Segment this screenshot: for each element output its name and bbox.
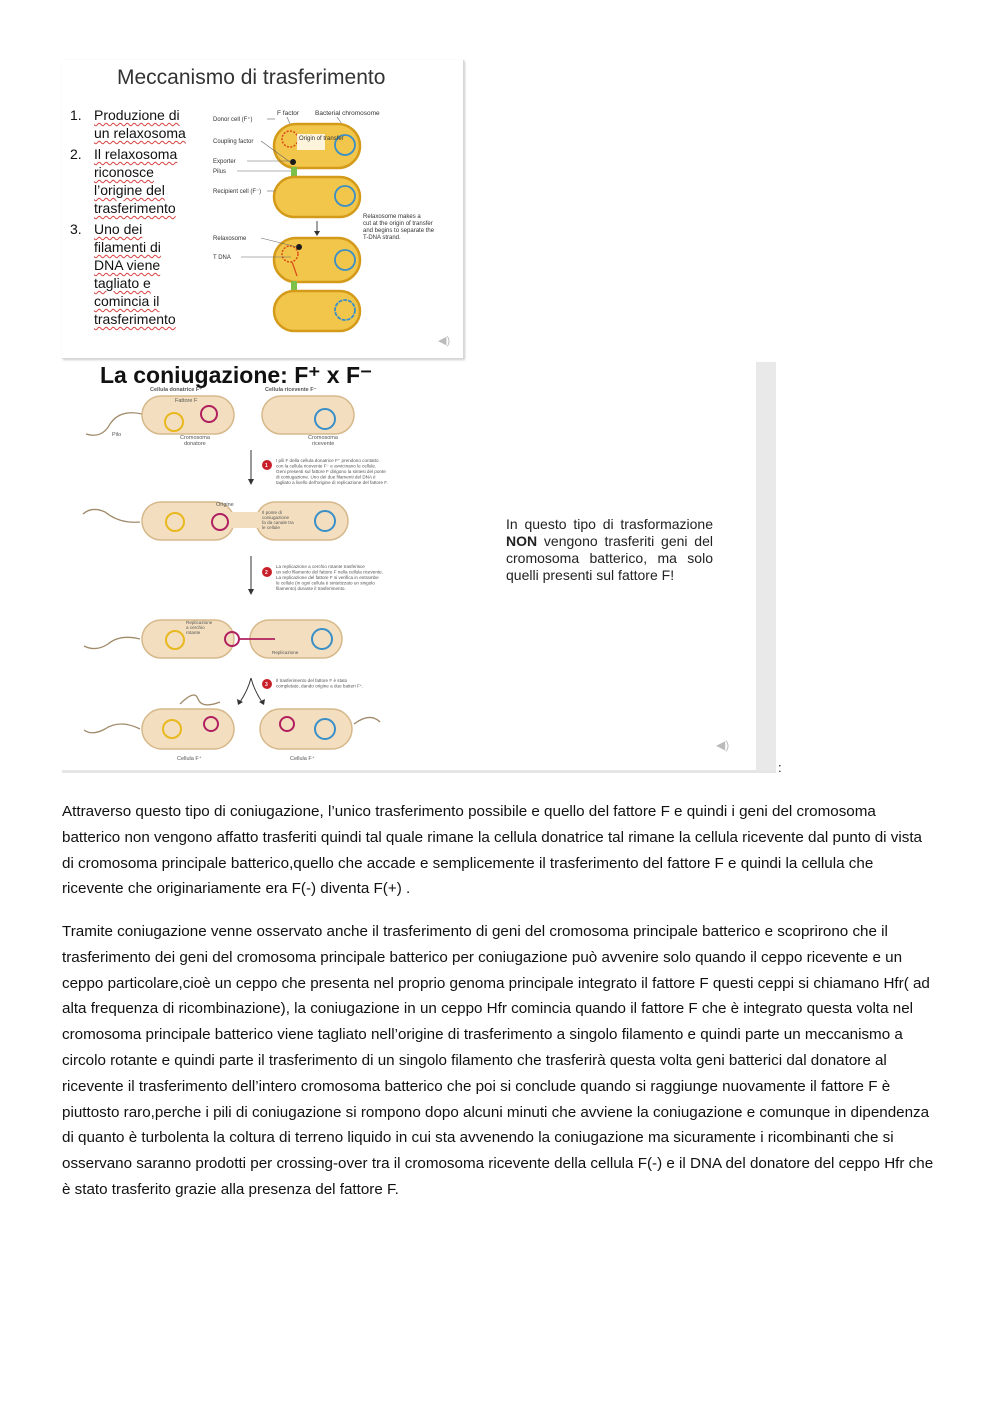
step-text: Il relaxosoma riconosce l’origine del trasferimento (94, 146, 178, 216)
label-tdna: T DNA (213, 255, 231, 261)
speaker-icon[interactable]: ◀) (438, 335, 451, 347)
step-3-text: Il trasferimento del fattore F è stato completato, dando origine a due batteri F⁺. (276, 678, 364, 689)
header-donor: Cellula donatrice F⁺ (150, 387, 203, 393)
slide2-title: La coniugazione: F⁺ x F⁻ (100, 362, 373, 388)
label-cellula-out1: Cellula F⁺ (177, 756, 202, 762)
recipient-cell (274, 291, 360, 331)
coupling-factor (290, 159, 296, 165)
label-origine: Origine (216, 502, 234, 508)
step-text: Produzione di un relaxosoma (94, 107, 186, 141)
svg-text:2: 2 (265, 570, 268, 576)
slide-meccanismo (62, 60, 464, 359)
step-number: 3. (70, 221, 82, 237)
paragraph-2: Tramite coniugazione venne osservato anche il trasferimento di geni del cromosoma principale batterico e scoprirono che il trasferimento dei geni del cromosoma principale batterico per coniugazione può avvenire solo quando il ceppo ricevente e un ceppo particolare,cioè un ceppo che presenta nel proprio genoma principale integrato il fattore F questi ceppi si chiamano Hfr( ad alta frequenza di ricombinazione), la coniugazione in un ceppo Hfr comincia quando il fattore F che è integrato questa volta nel cromosoma principale batterico viene tagliato nell’origine di trasferimento a singolo filamento e quindi parte un meccanismo a circolo rotante e quindi parte il trasferimento di un singolo filamento che trasferirà questa volta geni batterici dal donatore al ricevente il trasferimento dell’intero cromosoma batterico che poi si conclude quando si raggiunge nuovamente il fattore F è piuttosto raro,perche i pili di coniugazione si rompono dopo alcuni minuti che avviene la coniugazione e comunque in dipendenza di quanto è turbolenta la coltura di terreno liquido in cui sta avvenendo la coniugazione ma sicuramente i ricombinanti che si osservano saranno prodotti per crossing-over tra il cromosoma ricevente della cellula F(-) e il DNA del donatore del ceppo Hfr che è stato trasferito grazie alla presenza del fattore F. (62, 923, 934, 1198)
label-coupling: Coupling factor (213, 139, 254, 145)
conjugation-diagram (207, 104, 467, 354)
paragraph-1: Attraverso questo tipo di coniugazione, l’unico trasferimento possibile e quello del fattore F e quindi i geni del cromosoma batterico non vengono affatto trasferiti quindi tal quale rimane la cellula donatrice tal rimane la cellula ricevente dal punto di vista di cromosoma principale batterico,quello che accade e semplicemente il trasferimento del fattore F e quindi la cellula che ricevente che originariamente era F(-) diventa F(+) . (62, 803, 923, 898)
header-recipient: Cellula ricevente F⁻ (265, 387, 317, 393)
label-replicazione: Replicazione (272, 650, 299, 655)
slide-edge (756, 362, 776, 770)
label-ponte: Il ponte di coniugazione fa da canale tra le cellule (262, 510, 294, 530)
list-item (70, 106, 194, 142)
label-replicazione-cerchio: Replicazione a cerchio rotante (186, 620, 213, 635)
label-donor: Donor cell (F⁺) (213, 117, 253, 123)
label-pilo: Pilo (112, 432, 122, 438)
slide1-title: Meccanismo di trasferimento (117, 66, 386, 89)
label-pilus: Pilus (213, 169, 227, 175)
label-exporter: Exporter (213, 159, 236, 165)
stray-colon: : (778, 760, 782, 775)
svg-text:1: 1 (265, 463, 268, 469)
recipient-cell (274, 177, 360, 217)
steps-list (70, 106, 194, 331)
label-recipient: Recipient cell (F⁻) (213, 189, 262, 195)
origin-label: Origin of transfer (299, 136, 344, 142)
relaxosome-note: Relaxosome makes a cut at the origin of transfer and begins to separate the T-DNA strand. (363, 214, 435, 241)
label-crom-ricevente: Cromosoma ricevente (308, 435, 338, 447)
bacterial-chromosome-label: Bacterial chromosome (315, 110, 380, 117)
label-fattore: Fattore F (175, 398, 198, 404)
list-item (70, 220, 194, 328)
f-factor-label: F factor (277, 110, 300, 117)
list-item (70, 145, 194, 217)
step-number: 2. (70, 146, 82, 162)
speaker-icon[interactable]: ◀) (716, 738, 730, 752)
step-number: 1. (70, 107, 82, 123)
step-1-text: I pili F della cellula donatrice F⁺ prendono contatto con la cellula ricevente F⁻ e avvicinano le cellule. Geni presenti sul fattore F dirigono la sintesi del ponte di coniugazione. Uno dei due filamenti del DNA è tagliato a livello dell’origine di replicazione del fattore F. (276, 458, 388, 485)
conjugation-figure (80, 384, 500, 779)
step-2-text: La replicazione a cerchio rotante trasferisce un solo filamento del fattore F nella cellula ricevente. La replicazione del fattore F si verifica in entrambe le cellule (in ogni cellula è sintetizzato un singolo filamento) durante il trasferimento. (276, 564, 383, 591)
label-crom-donatore: Cromosoma donatore (180, 435, 210, 447)
slide-coniugazione (62, 362, 776, 773)
step-text: Uno dei filamenti di DNA viene tagliato e comincia il trasferimento (94, 221, 176, 327)
svg-text:3: 3 (265, 682, 268, 688)
label-relaxosome: Relaxosome (213, 236, 247, 242)
slide2-note: In questo tipo di trasformazione NON vengono trasferiti geni del cromosoma batterico, ma solo quelli presenti sul fattore F! (506, 516, 713, 583)
label-cellula-out2: Cellula F⁺ (290, 756, 315, 762)
